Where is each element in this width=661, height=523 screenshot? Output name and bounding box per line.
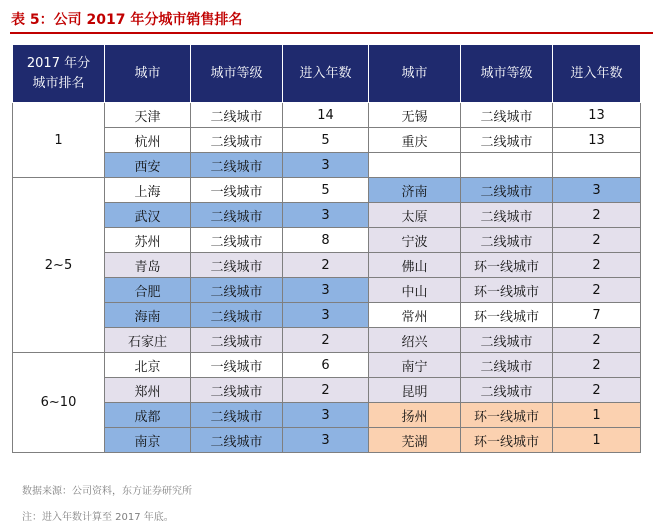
right-city-cell: 济南 — [369, 178, 461, 203]
title-bar — [10, 10, 653, 34]
header-level-right: 城市等级 — [461, 45, 553, 103]
table-row — [13, 378, 641, 403]
left-level-cell: 二线城市 — [191, 328, 283, 353]
left-years-cell: 3 — [283, 153, 369, 178]
left-city-cell: 苏州 — [105, 228, 191, 253]
left-level-cell: 二线城市 — [191, 228, 283, 253]
left-years-cell: 3 — [283, 303, 369, 328]
right-level-cell: 二线城市 — [461, 178, 553, 203]
right-city-cell: 中山 — [369, 278, 461, 303]
right-level-cell: 二线城市 — [461, 378, 553, 403]
left-years-cell: 2 — [283, 328, 369, 353]
right-years-cell: 1 — [553, 403, 641, 428]
table-row — [13, 203, 641, 228]
right-city-cell: 绍兴 — [369, 328, 461, 353]
right-city-cell: 常州 — [369, 303, 461, 328]
table-row — [13, 228, 641, 253]
right-years-cell: 7 — [553, 303, 641, 328]
right-years-cell: 2 — [553, 353, 641, 378]
left-years-cell: 6 — [283, 353, 369, 378]
right-city-cell: 宁波 — [369, 228, 461, 253]
right-city-cell: 重庆 — [369, 128, 461, 153]
right-city-cell: 南宁 — [369, 353, 461, 378]
rank-cell: 2~5 — [13, 178, 105, 353]
left-level-cell: 二线城市 — [191, 403, 283, 428]
left-city-cell: 杭州 — [105, 128, 191, 153]
right-years-cell: 2 — [553, 228, 641, 253]
table-row — [13, 278, 641, 303]
right-years-cell: 3 — [553, 178, 641, 203]
left-years-cell: 3 — [283, 403, 369, 428]
left-city-cell: 青岛 — [105, 253, 191, 278]
right-years-cell: 2 — [553, 253, 641, 278]
left-city-cell: 北京 — [105, 353, 191, 378]
left-city-cell: 成都 — [105, 403, 191, 428]
left-years-cell: 8 — [283, 228, 369, 253]
header-city-left: 城市 — [105, 45, 191, 103]
footnote: 注：进入年数计算至 2017 年底。 — [22, 512, 174, 523]
rank-cell: 6~10 — [13, 353, 105, 453]
right-city-cell — [369, 153, 461, 178]
right-years-cell: 2 — [553, 278, 641, 303]
table-row — [13, 353, 641, 378]
rank-cell: 1 — [13, 103, 105, 178]
left-city-cell: 西安 — [105, 153, 191, 178]
left-years-cell: 5 — [283, 178, 369, 203]
table-row — [13, 253, 641, 278]
right-level-cell: 二线城市 — [461, 203, 553, 228]
right-level-cell: 二线城市 — [461, 103, 553, 128]
left-level-cell: 二线城市 — [191, 378, 283, 403]
table-row — [13, 153, 641, 178]
right-level-cell: 二线城市 — [461, 353, 553, 378]
table-row — [13, 328, 641, 353]
left-city-cell: 郑州 — [105, 378, 191, 403]
table-row — [13, 103, 641, 128]
right-level-cell: 环一线城市 — [461, 278, 553, 303]
header-years-right: 进入年数 — [553, 45, 641, 103]
right-level-cell: 环一线城市 — [461, 403, 553, 428]
sales-ranking-table — [12, 44, 641, 453]
left-city-cell: 天津 — [105, 103, 191, 128]
left-city-cell: 合肥 — [105, 278, 191, 303]
right-level-cell: 二线城市 — [461, 128, 553, 153]
left-years-cell: 2 — [283, 378, 369, 403]
left-level-cell: 二线城市 — [191, 278, 283, 303]
right-city-cell: 无锡 — [369, 103, 461, 128]
right-level-cell: 二线城市 — [461, 228, 553, 253]
left-level-cell: 二线城市 — [191, 428, 283, 453]
right-level-cell: 二线城市 — [461, 328, 553, 353]
left-years-cell: 3 — [283, 278, 369, 303]
table-row — [13, 303, 641, 328]
right-years-cell: 13 — [553, 103, 641, 128]
table-title: 表 5：公司 2017 年分城市销售排名 — [11, 12, 243, 28]
right-level-cell — [461, 153, 553, 178]
left-city-cell: 海南 — [105, 303, 191, 328]
left-level-cell: 一线城市 — [191, 353, 283, 378]
right-city-cell: 芜湖 — [369, 428, 461, 453]
table-row — [13, 128, 641, 153]
left-level-cell: 二线城市 — [191, 103, 283, 128]
right-level-cell: 环一线城市 — [461, 253, 553, 278]
right-level-cell: 环一线城市 — [461, 428, 553, 453]
header-rank: 2017 年分 城市排名 — [13, 45, 105, 103]
table-row — [13, 428, 641, 453]
right-years-cell: 2 — [553, 203, 641, 228]
left-level-cell: 二线城市 — [191, 153, 283, 178]
right-city-cell: 佛山 — [369, 253, 461, 278]
left-level-cell: 一线城市 — [191, 178, 283, 203]
left-years-cell: 3 — [283, 428, 369, 453]
left-level-cell: 二线城市 — [191, 128, 283, 153]
right-city-cell: 扬州 — [369, 403, 461, 428]
left-city-cell: 石家庄 — [105, 328, 191, 353]
right-level-cell: 环一线城市 — [461, 303, 553, 328]
right-years-cell: 1 — [553, 428, 641, 453]
header-level-left: 城市等级 — [191, 45, 283, 103]
right-city-cell: 昆明 — [369, 378, 461, 403]
left-level-cell: 二线城市 — [191, 203, 283, 228]
header-years-left: 进入年数 — [283, 45, 369, 103]
left-years-cell: 5 — [283, 128, 369, 153]
table-row — [13, 403, 641, 428]
left-city-cell: 武汉 — [105, 203, 191, 228]
source-note: 数据来源：公司资料，东方证券研究所 — [22, 486, 192, 497]
left-level-cell: 二线城市 — [191, 253, 283, 278]
header-city-right: 城市 — [369, 45, 461, 103]
right-years-cell: 13 — [553, 128, 641, 153]
table-row — [13, 178, 641, 203]
right-years-cell: 2 — [553, 378, 641, 403]
left-years-cell: 14 — [283, 103, 369, 128]
left-level-cell: 二线城市 — [191, 303, 283, 328]
left-years-cell: 2 — [283, 253, 369, 278]
right-city-cell: 太原 — [369, 203, 461, 228]
left-city-cell: 南京 — [105, 428, 191, 453]
header-row — [13, 45, 641, 103]
right-years-cell: 2 — [553, 328, 641, 353]
left-years-cell: 3 — [283, 203, 369, 228]
right-years-cell — [553, 153, 641, 178]
left-city-cell: 上海 — [105, 178, 191, 203]
table-body — [13, 103, 641, 453]
